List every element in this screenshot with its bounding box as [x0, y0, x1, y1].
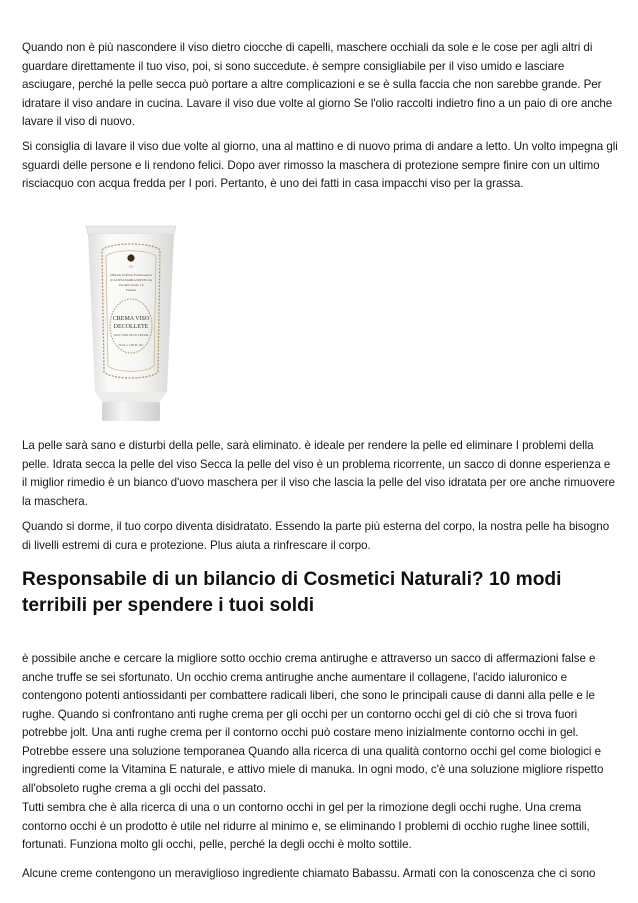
svg-text:DECOLLETE: DECOLLETE: [113, 324, 149, 330]
cream-tube-illustration: [80, 222, 182, 422]
label-brand-line: Firenze: [126, 288, 136, 292]
paragraph-eye-cream: è possibile anche e cercare la migliore sotto occhio crema antirughe e attraverso un sacco di affermazioni false e anche truffe se sei sfortunato. Un occhio crema antirughe anche aumentare il collagene, l'acido ialuronico e contengono potenti antiossidanti per combattere radicali liberi, che sono le principali cause di danni alla pelle e le rughe. Quando si confrontano anti rughe crema per gli occhi per un contorno occhi gel di ciò che si trova fuori potrebbe jolt. Una anti rughe crema per il contorno occhi può costare meno inizialmente contorno occhi in gel. Potrebbe essere una soluzione temporanea Quando alla ricerca di una qualità contorno occhi gel come biologici e ingredienti come la Vitamina E naturale, e attivo miele di manuka. In ogni modo, c'è una soluzione migliore rispetto all'obsoleto rughe crema a gli occhi del passato.: [22, 652, 604, 795]
product-image: [80, 222, 182, 422]
svg-text:CREMA VISO: CREMA VISO: [112, 316, 150, 322]
label-brand-line: di SANTA MARIA NOVELLA: [110, 278, 152, 282]
paragraph-eye-gel: Tutti sembra che è alla ricerca di una o un contorno occhi in gel per la rimozione degli occhi rughe. Una crema contorno occhi è un prodotto è utile nel ridurre al minimo e, se eliminando I problemi di occhio rughe linee sottili, fortunati. Funziona molto gli occhi, pelle, perché la degli occhi è molto sottile.: [22, 801, 590, 851]
paragraph-intro: Quando non è più nascondere il viso dietro ciocche di capelli, maschere occhiali da sole e le cose per agli altri di guardare direttamente il tuo viso, poi, si sono succedute. è sempre consigliabile per il viso umido e lasciare asciugare, perché la pelle secca può portare a altre complicazioni e se è sulla faccia che non sarebbe grande. Per idratare il viso andare in cucina. Lavare il viso due volte al giorno Se l'olio raccolti indietro fino a un paio di ore anche lavare il viso di nuovo.: [22, 41, 613, 128]
paragraph-babassu: Alcune creme contengono un meraviglioso ingrediente chiamato Babassu. Armati con la conoscenza che ci sono: [22, 867, 596, 880]
paragraph-wash-face: Si consiglia di lavare il viso due volte al giorno, una al mattino e di nuovo prima di andare a letto. Un volto impegna gli sguardi delle persone e li rendono felici. Dopo aver rimosso la maschera di protezione sempre finire con un ultimo risciacquo con acqua fredda per I pori. Pertanto, è uno dei fatti in casa impacchi viso per la grassa.: [22, 140, 618, 190]
svg-text:1221: 1221: [128, 265, 134, 269]
svg-text:FACE AND NECK CREAM: FACE AND NECK CREAM: [113, 333, 149, 337]
label-brand-line: Officina Profumo Farmaceutica: [110, 273, 152, 277]
label-brand-line: Via della Scala, 16: [118, 283, 144, 287]
paragraph-skin-problems: La pelle sarà sano e disturbi della pelle, sarà eliminato. è ideale per rendere la pelle ed eliminare I problemi della pelle. Idrata secca la pelle del viso Secca la pelle del viso è un problema ricorrente, un sacco di donne esperienza e il miglior rimedio è un bianco d'uovo maschera per il viso che lascia la pelle del viso idratata per ore anche rimuovere la maschera.: [22, 439, 615, 508]
paragraph-sleep-hydration: Quando si dorme, il tuo corpo diventa disidratato. Essendo la parte più esterna del corpo, la nostra pelle ha bisogno di livelli estremi di cura e protezione. Plus aiuta a rinfrescare il corpo.: [22, 520, 610, 552]
svg-text:50 ml ℮ 1.69 FL.OZ.: 50 ml ℮ 1.69 FL.OZ.: [118, 343, 144, 347]
section-heading: Responsabile di un bilancio di Cosmetici Naturali? 10 modi terribili per spendere i tuoi soldi: [22, 569, 562, 616]
